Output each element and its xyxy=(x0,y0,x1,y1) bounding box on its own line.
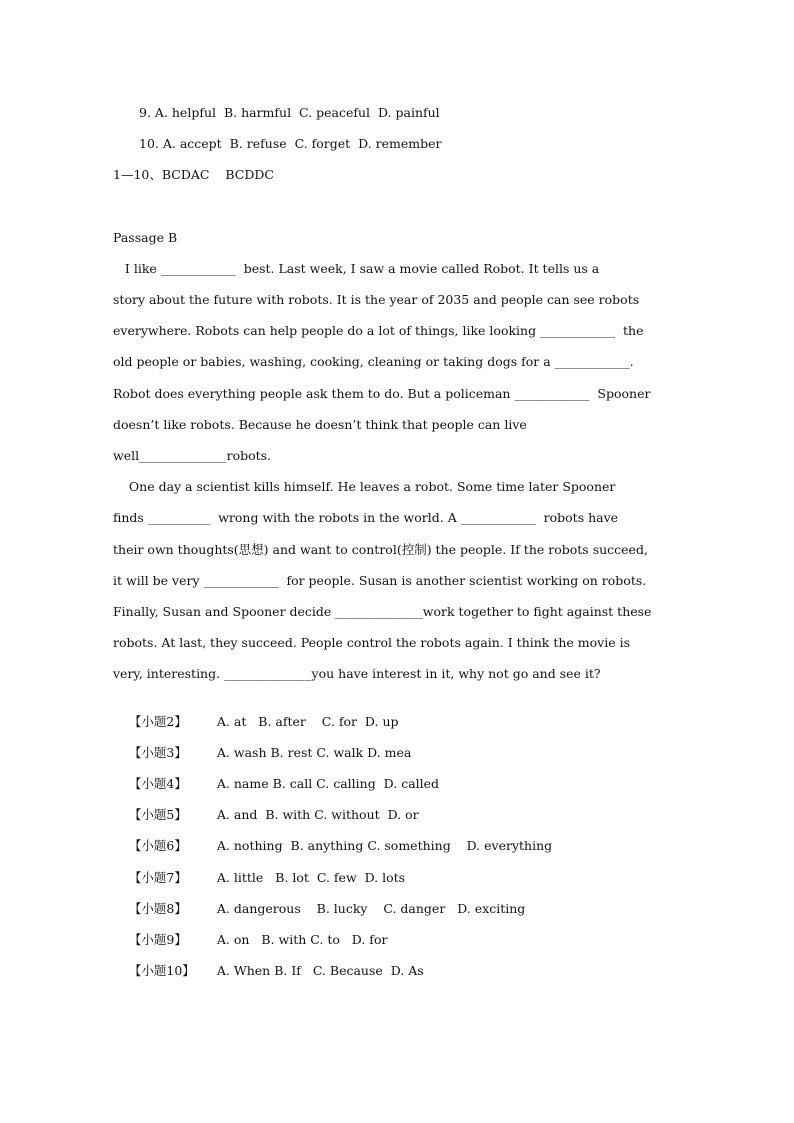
question-options: A. dangerous B. lucky C. danger D. exciting xyxy=(216,901,526,916)
question-tag: 【小题7】 xyxy=(128,870,187,885)
question-options: A. at B. after C. for D. up xyxy=(216,714,399,729)
question-options: A. and B. with C. without D. or xyxy=(216,807,419,822)
question-tag: 【小题3】 xyxy=(128,745,187,760)
passage-line: story about the future with robots. It is the year of 2035 and people can see robots xyxy=(113,292,640,307)
passage-line: Robot does everything people ask them to do. But a policeman ____________ Spooner xyxy=(113,386,651,401)
question-options: A. name B. call C. calling D. called xyxy=(216,776,440,791)
passage-line: Finally, Susan and Spooner decide ______________work together to fight against these xyxy=(113,604,652,619)
passage-line: finds __________ wrong with the robots in the world. A ____________ robots have xyxy=(113,510,619,525)
question-tag: 【小题9】 xyxy=(128,932,187,947)
question-tag: 【小题5】 xyxy=(128,807,187,822)
passage-line: old people or babies, washing, cooking, cleaning or taking dogs for a ____________. xyxy=(113,354,634,369)
question-tag: 【小题6】 xyxy=(128,838,187,853)
passage-line: very, interesting. ______________you have interest in it, why not go and see it? xyxy=(113,666,601,681)
question-tag: 【小题4】 xyxy=(128,776,187,791)
question-row xyxy=(113,947,424,995)
passage-line: it will be very ____________ for people. Susan is another scientist working on robots. xyxy=(113,573,647,588)
question-options: A. wash B. rest C. walk D. mea xyxy=(216,745,412,760)
passage-line: robots. At last, they succeed. People control the robots again. I think the movie is xyxy=(113,635,631,650)
answer-key: 1—10、BCDAC BCDDC xyxy=(113,167,274,182)
question-options: A. nothing B. anything C. something D. everything xyxy=(216,838,553,853)
question-tag: 【小题8】 xyxy=(128,901,187,916)
question-tag: 【小题2】 xyxy=(128,714,187,729)
passage-line: everywhere. Robots can help people do a lot of things, like looking ____________ the xyxy=(113,323,644,338)
passage-line: their own thoughts(思想) and want to control(控制) the people. If the robots succeed, xyxy=(113,542,648,557)
passage-line: One day a scientist kills himself. He leaves a robot. Some time later Spooner xyxy=(113,479,616,494)
question-options: A. little B. lot C. few D. lots xyxy=(216,870,406,885)
prev-option-line-9: 9. A. helpful B. harmful C. peaceful D. painful xyxy=(139,105,440,120)
passage-title: Passage B xyxy=(113,230,178,245)
prev-option-line-10: 10. A. accept B. refuse C. forget D. remember xyxy=(139,136,442,151)
passage-line: doesn’t like robots. Because he doesn’t think that people can live xyxy=(113,417,527,432)
passage-line: I like ____________ best. Last week, I saw a movie called Robot. It tells us a xyxy=(113,261,600,276)
question-options: A. When B. If C. Because D. As xyxy=(216,963,424,978)
question-options: A. on B. with C. to D. for xyxy=(216,932,388,947)
passage-line: well______________robots. xyxy=(113,448,272,463)
question-tag: 【小题10】 xyxy=(128,963,195,978)
